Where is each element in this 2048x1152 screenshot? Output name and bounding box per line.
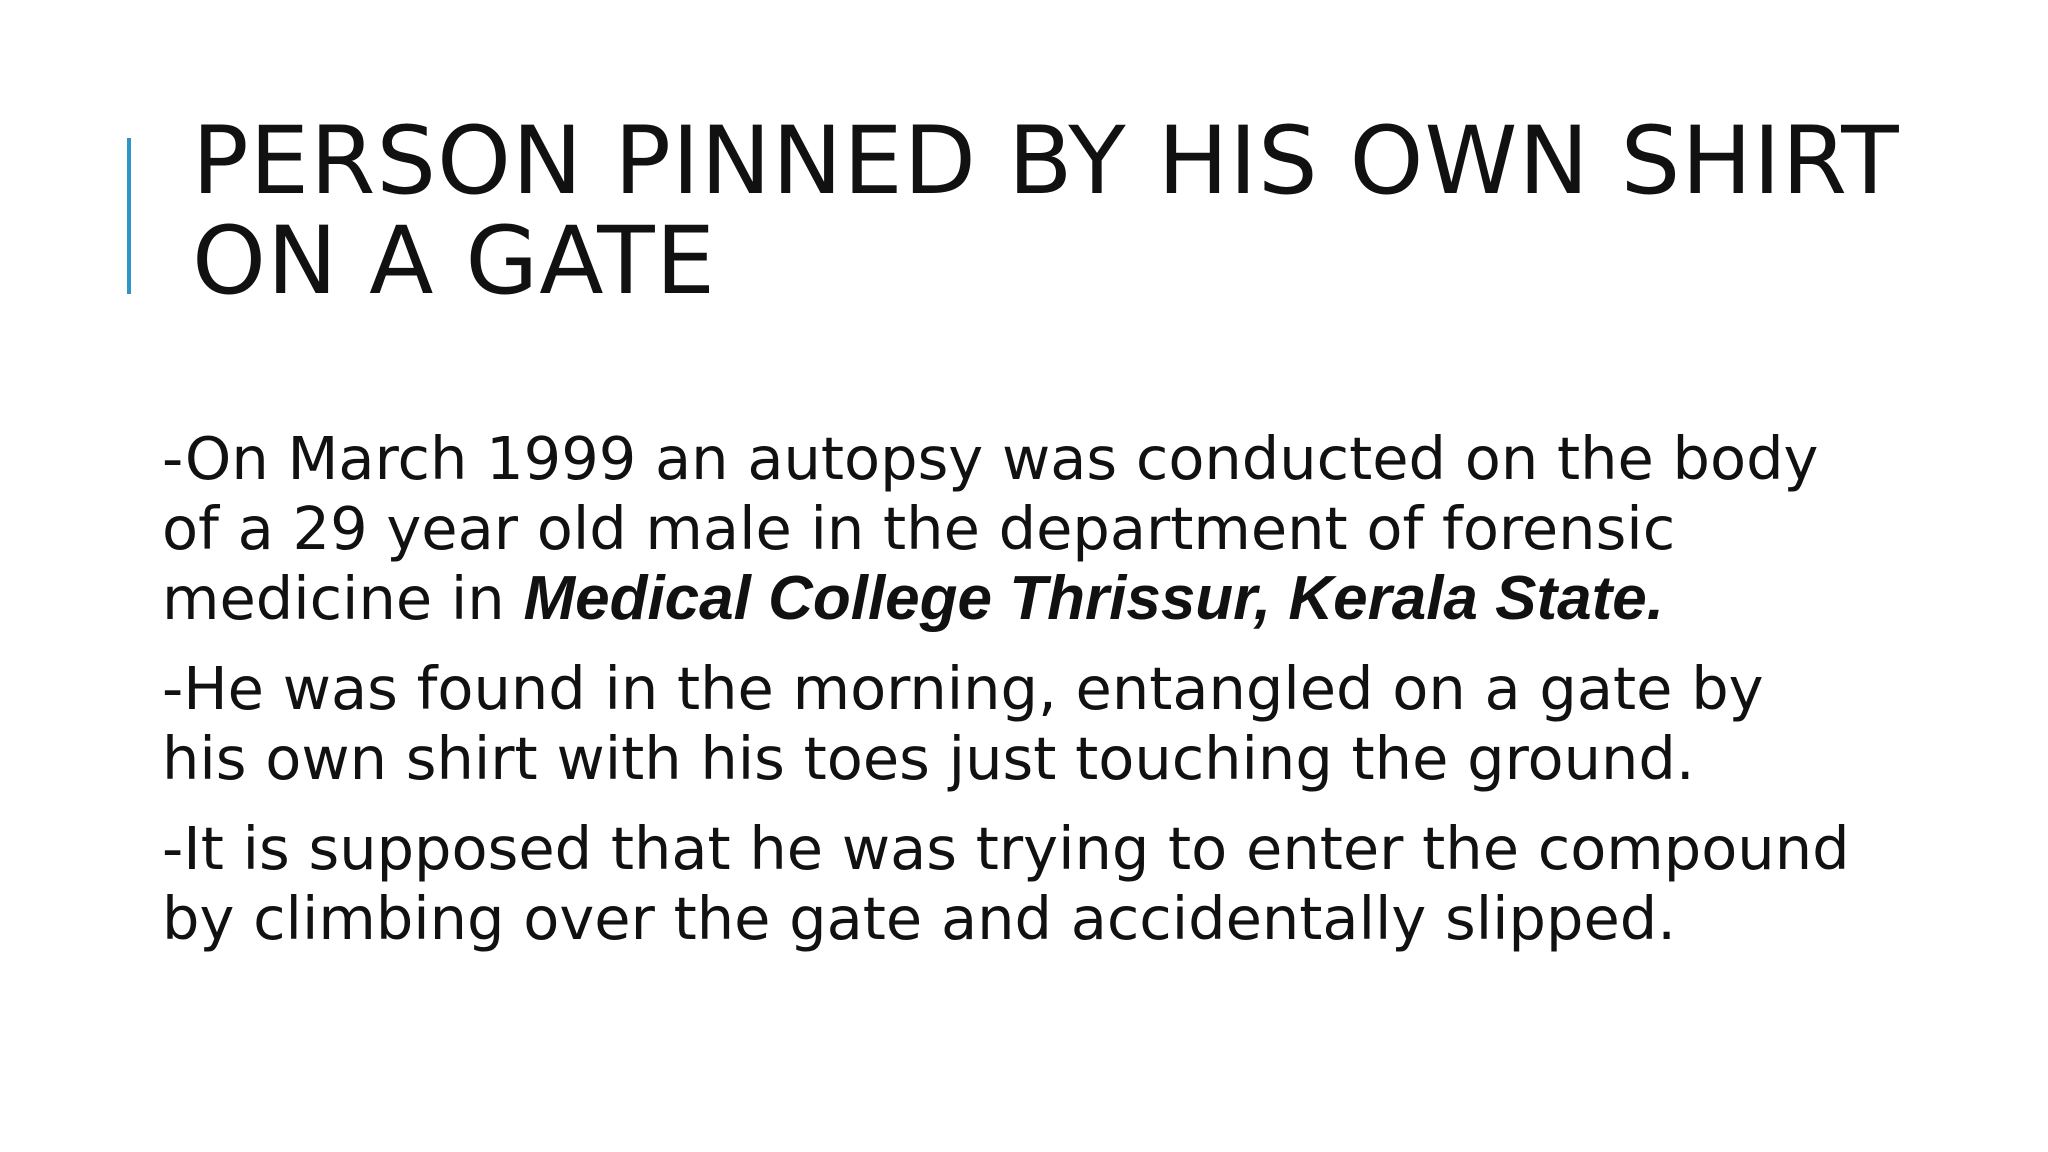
slide-title: PERSON PINNED BY HIS OWN SHIRT ON A GATE [192,107,1900,316]
paragraph-autopsy [162,424,1852,634]
paragraph-autopsy-text: -On March 1999 an autopsy was conducted on the body of a 29 year old male in the department of forensic medicine in [162,424,1819,633]
title-accent-bar [127,138,131,294]
paragraph-found: -He was found in the morning, entangled on a gate by his own shirt with his toes just touching the ground. [162,654,1764,793]
slide-body [162,424,1852,974]
paragraph-supposed: -It is supposed that he was trying to enter the compound by climbing over the gate and accidentally slipped. [162,814,1850,953]
institution-emphasis: Medical College Thrissur, Kerala State. [523,564,1664,633]
